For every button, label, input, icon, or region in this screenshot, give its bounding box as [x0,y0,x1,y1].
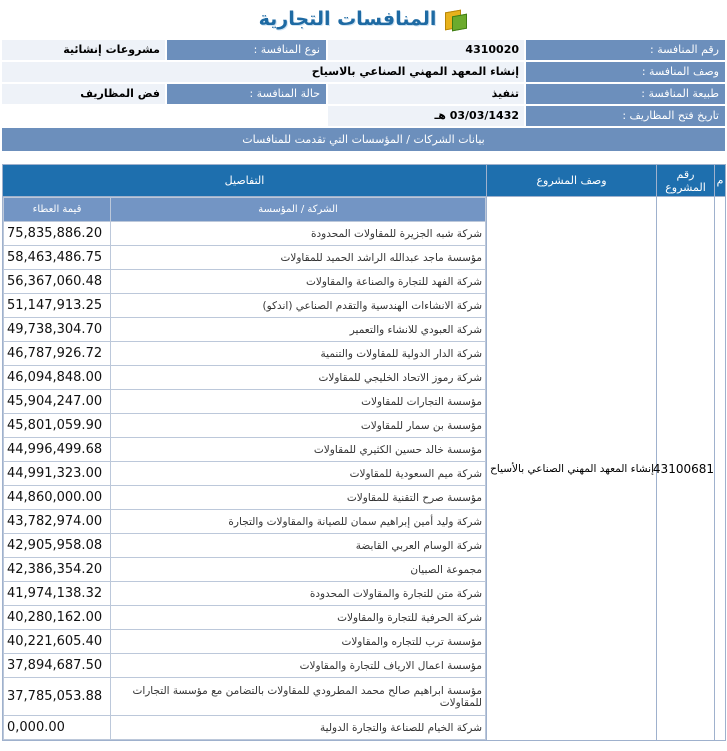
bid-company: مجموعة الصبيان [111,558,486,582]
bid-row [4,678,486,716]
row-index [715,197,726,741]
tender-nature-value: تنفيذ [328,84,524,104]
bid-row [4,486,486,510]
bid-amount: 43,782,974.00 [4,510,111,534]
project-description: إنشاء المعهد المهني الصناعي بالأسياح [487,197,657,741]
bid-amount: 44,991,323.00 [4,462,111,486]
bid-company: شركة الفهد للتجارة والصناعة والمقاولات [111,270,486,294]
tender-info-row-4 [0,106,727,126]
bid-row [4,716,486,740]
bid-amount: 49,738,304.70 [4,318,111,342]
project-row [3,197,726,741]
bid-company: شركة الخيام للصناعة والتجارة الدولية [111,716,486,740]
details-subheader-row [4,198,486,222]
bid-amount: 44,996,499.68 [4,438,111,462]
bid-row [4,654,486,678]
bid-company: مؤسسة اعمال الارياف للتجارة والمقاولات [111,654,486,678]
tender-status-value: فض المظاريف [2,84,165,104]
bid-amount: 51,147,913.25 [4,294,111,318]
bid-row [4,414,486,438]
bid-company: شركة ميم السعودية للمقاولات [111,462,486,486]
bid-row [4,630,486,654]
bid-amount: 37,785,053.88 [4,678,111,716]
logo [0,2,727,36]
tender-number-value: 4310020 [328,40,524,60]
bid-amount: 37,894,687.50 [4,654,111,678]
tender-type-value: مشروعات إنشائية [2,40,165,60]
bid-amount: 46,094,848.00 [4,366,111,390]
tender-type-label: نوع المنافسة : [167,40,326,60]
bid-row [4,390,486,414]
section-title: بيانات الشركات / المؤسسات التي تقدمت للمنافسات [2,128,725,151]
bid-company: مؤسسة بن سمار للمقاولات [111,414,486,438]
bid-company: شركة وليد أمين إبراهيم سمان للصيانة والمقاولات والتجارة [111,510,486,534]
bid-amount: 58,463,486.75 [4,246,111,270]
bid-row [4,342,486,366]
bid-amount: 75,835,886.20 [4,222,111,246]
tender-status-label: حالة المنافسة : [167,84,326,104]
header-project-number: رقم المشروع [657,165,715,197]
bid-amount: 44,860,000.00 [4,486,111,510]
bid-row [4,270,486,294]
documents-icon [442,7,468,31]
tender-info-row-2 [0,62,727,82]
bids-details-table [3,197,486,740]
bid-row [4,366,486,390]
bid-company: مؤسسة ابراهيم صالح محمد المطرودي للمقاولات بالتضامن مع مؤسسة التجارات للمقاولات [111,678,486,716]
bid-company: شركة شبه الجزيرة للمقاولات المحدودة [111,222,486,246]
tender-nature-label: طبيعة المنافسة : [526,84,725,104]
table-header-row [3,165,726,197]
tender-info-row-1 [0,40,727,60]
bid-row [4,222,486,246]
header-index: م [715,165,726,197]
bid-row [4,510,486,534]
bid-row [4,534,486,558]
subheader-bid-value: قيمة العطاء [4,198,111,222]
bid-amount: 42,905,958.08 [4,534,111,558]
bid-amount: 40,280,162.00 [4,606,111,630]
open-date-label: تاريخ فتح المظاريف : [526,106,725,126]
bid-company: مؤسسة ترب للتجاره والمقاولات [111,630,486,654]
tender-description-label: وصف المنافسة : [526,62,725,82]
bid-row [4,462,486,486]
bid-row [4,438,486,462]
project-number: 43100681 [657,197,715,741]
bid-row [4,558,486,582]
bid-row [4,246,486,270]
bid-company: شركة الحرفية للتجارة والمقاولات [111,606,486,630]
bid-amount: 56,367,060.48 [4,270,111,294]
bid-amount: 41,974,138.32 [4,582,111,606]
bid-amount: 45,801,059.90 [4,414,111,438]
bid-company: شركة العبودي للانشاء والتعمير [111,318,486,342]
bid-company: شركة الدار الدولية للمقاولات والتنمية [111,342,486,366]
bid-amount: 45,904,247.00 [4,390,111,414]
bid-company: مؤسسة التجارات للمقاولات [111,390,486,414]
bid-row [4,318,486,342]
bid-amount: 42,386,354.20 [4,558,111,582]
bid-amount: 40,221,605.40 [4,630,111,654]
subheader-company: الشركة / المؤسسة [111,198,486,222]
bid-company: شركة متن للتجارة والمقاولات المحدودة [111,582,486,606]
details-cell [3,197,487,741]
bid-company: مؤسسة خالد حسين الكثيري للمقاولات [111,438,486,462]
tender-info-row-3 [0,84,727,104]
bid-row [4,582,486,606]
tender-number-label: رقم المنافسة : [526,40,725,60]
bid-company: شركة الانشاءات الهندسية والتقدم الصناعي (اندكو) [111,294,486,318]
bid-amount: 0,000.00 [4,716,111,740]
open-date-value: 03/03/1432 هـ [328,106,524,126]
bid-company: مؤسسة ماجد عبدالله الراشد الحميد للمقاولات [111,246,486,270]
bid-company: مؤسسة صرح التقنية للمقاولات [111,486,486,510]
bid-amount: 46,787,926.72 [4,342,111,366]
bid-company: شركة الوسام العربي القابضة [111,534,486,558]
tender-description-value: إنشاء المعهد المهني الصناعي بالاسياح [2,62,524,82]
bid-company: شركة رموز الاتحاد الخليجي للمقاولات [111,366,486,390]
bid-row [4,606,486,630]
header-details: التفاصيل [3,165,487,197]
header-project-description: وصف المشروع [487,165,657,197]
bid-row [4,294,486,318]
bids-table [2,164,726,741]
logo-text: المنافسات التجارية [258,8,437,30]
